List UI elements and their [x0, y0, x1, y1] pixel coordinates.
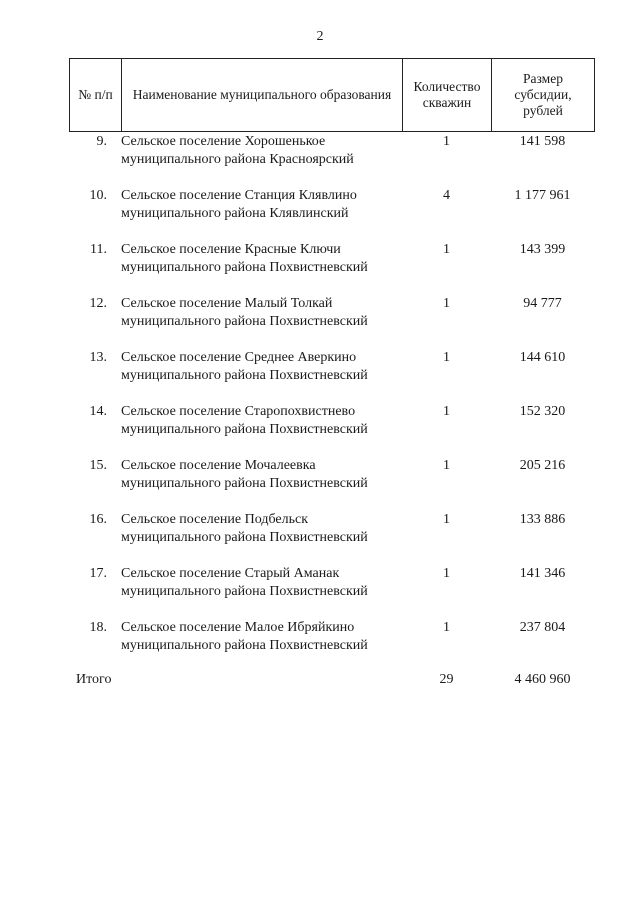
row-name: Сельское поселение Малое Ибряйкино муниципального района Похвистневский [121, 620, 368, 653]
row-name: Сельское поселение Среднее Аверкино муниципального района Похвистневский [121, 350, 368, 383]
total-count: 29 [439, 672, 454, 687]
row-number: 14. [89, 404, 107, 419]
row-name: Сельское поселение Старый Аманак муниципального района Похвистневский [121, 566, 368, 599]
row-name: Сельское поселение Станция Клявлино муниципального района Клявлинский [121, 188, 357, 221]
total-label: Итого [76, 672, 112, 687]
row-sum: 205 216 [519, 458, 566, 473]
row-count: 1 [443, 620, 450, 635]
table-row [69, 187, 594, 241]
row-count: 1 [443, 134, 450, 149]
row-sum: 237 804 [519, 620, 566, 635]
table-row [69, 565, 594, 619]
row-number: 9. [96, 134, 107, 149]
row-count: 1 [443, 296, 450, 311]
page-number: 2 [316, 29, 324, 44]
total-row [76, 671, 594, 691]
row-count: 1 [443, 242, 450, 257]
row-number: 13. [89, 350, 107, 365]
row-sum: 144 610 [519, 350, 566, 365]
table-row [69, 511, 594, 565]
table-row [69, 295, 594, 349]
row-number: 12. [89, 296, 107, 311]
row-number: 10. [89, 188, 107, 203]
row-count: 1 [443, 566, 450, 581]
row-sum: 1 177 961 [514, 188, 571, 203]
row-sum: 133 886 [519, 512, 566, 527]
row-name: Сельское поселение Подбельск муниципального района Похвистневский [121, 512, 368, 545]
table-row [69, 349, 594, 403]
header-count: Количество скважин [403, 59, 492, 132]
row-number: 15. [89, 458, 107, 473]
row-number: 16. [89, 512, 107, 527]
row-count: 1 [443, 350, 450, 365]
table-row [69, 241, 594, 295]
row-count: 4 [443, 188, 450, 203]
table-row [69, 619, 594, 673]
table-row [69, 403, 594, 457]
row-number: 18. [89, 620, 107, 635]
row-name: Сельское поселение Старопохвистнево муниципального района Похвистневский [121, 404, 368, 437]
row-sum: 94 777 [523, 296, 562, 311]
row-name: Сельское поселение Малый Толкай муниципального района Похвистневский [121, 296, 368, 329]
row-count: 1 [443, 458, 450, 473]
table-header [69, 58, 595, 132]
total-sum: 4 460 960 [514, 672, 571, 687]
table-row [69, 133, 594, 187]
row-sum: 141 346 [519, 566, 566, 581]
row-name: Сельское поселение Хорошенькое муниципального района Красноярский [121, 134, 354, 167]
header-name: Наименование муниципального образования [122, 59, 403, 132]
table-row [69, 457, 594, 511]
row-sum: 143 399 [519, 242, 566, 257]
header-num: № п/п [70, 59, 122, 132]
table-body [69, 133, 594, 673]
row-count: 1 [443, 512, 450, 527]
row-number: 17. [89, 566, 107, 581]
row-name: Сельское поселение Красные Ключи муниципального района Похвистневский [121, 242, 368, 275]
header-sum: Размер субсидии, рублей [492, 59, 595, 132]
row-count: 1 [443, 404, 450, 419]
row-name: Сельское поселение Мочалеевка муниципального района Похвистневский [121, 458, 368, 491]
row-sum: 141 598 [519, 134, 566, 149]
row-number: 11. [90, 242, 107, 257]
row-sum: 152 320 [519, 404, 566, 419]
